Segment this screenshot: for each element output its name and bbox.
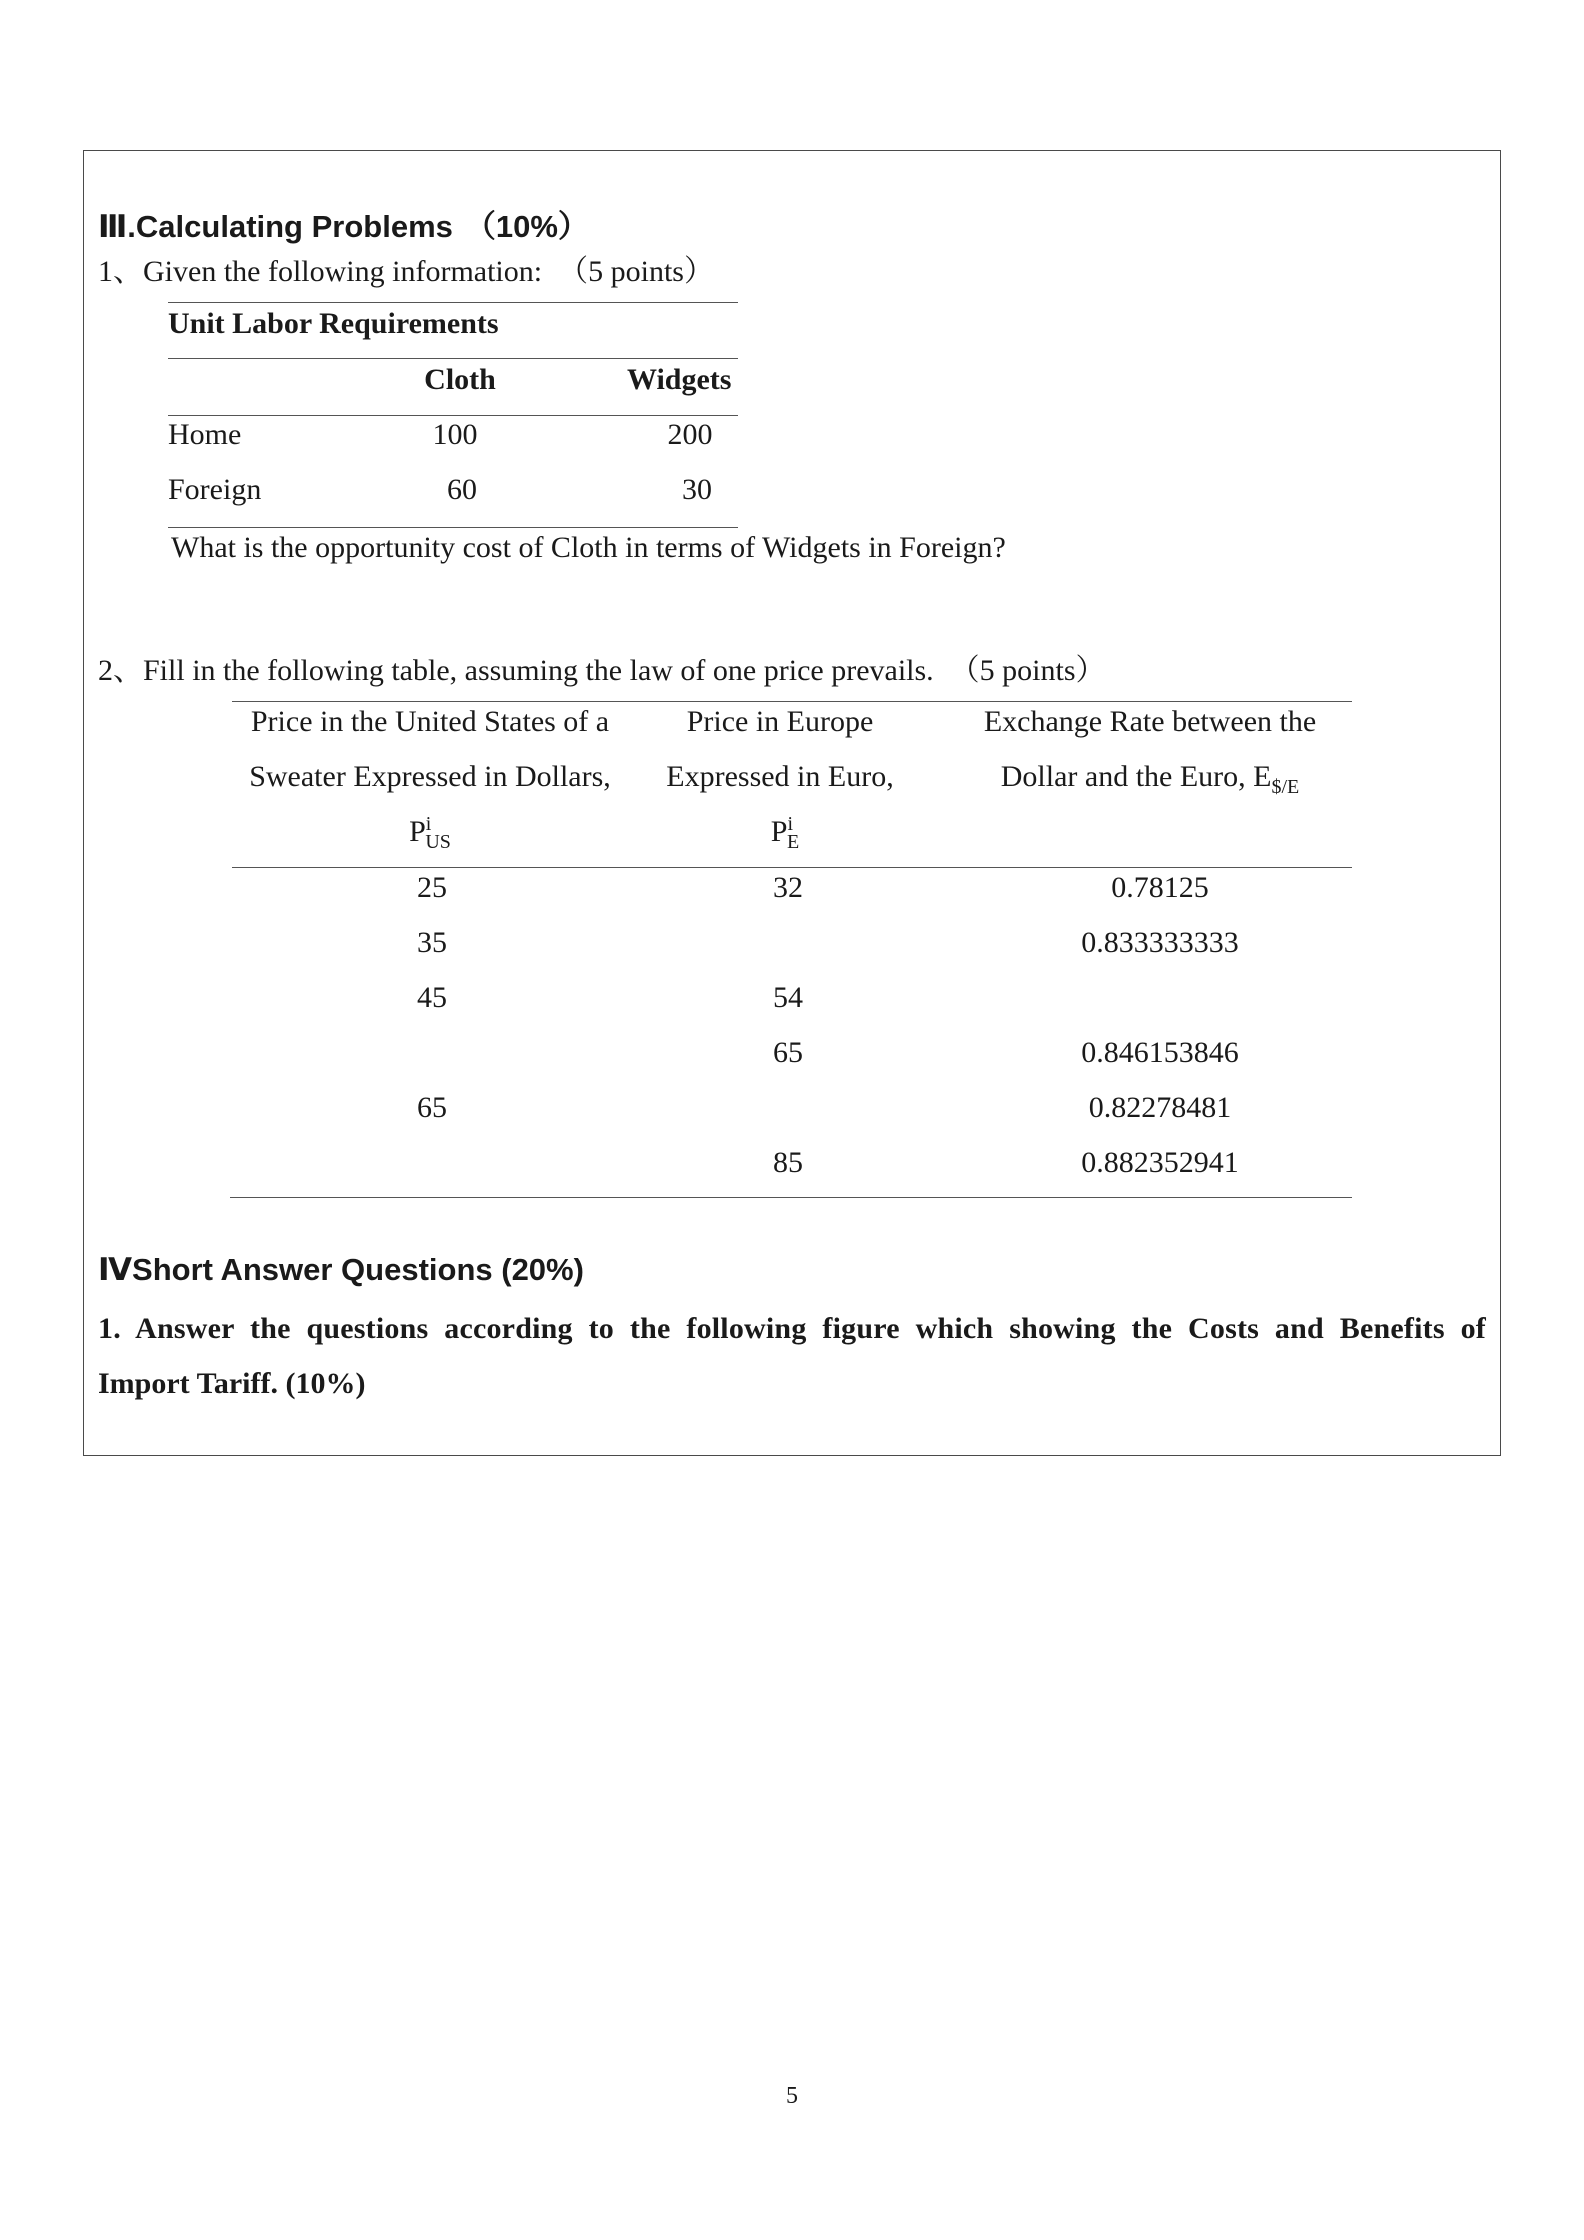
q1-prompt	[98, 246, 714, 290]
q2-prompt	[98, 645, 1106, 689]
q1-table-rule-title	[168, 358, 738, 359]
q2-col2-line2: Expressed in Euro,	[666, 760, 894, 793]
q2-col1-symbol	[375, 813, 485, 854]
q2-row2-rate: 0.833333333	[1081, 926, 1239, 959]
q1-col-widgets: Widgets	[627, 363, 732, 396]
q2-col1-sym: P	[409, 815, 426, 848]
q2-row4-rate: 0.846153846	[1081, 1036, 1239, 1069]
q2-col1-line1: Price in the United States of a	[250, 705, 610, 738]
q2-row3-eu: 54	[773, 981, 803, 1014]
q2-row6-eu: 85	[773, 1146, 803, 1179]
section3-heading-points: （10%）	[464, 209, 589, 244]
q2-col2-symbol	[735, 813, 835, 854]
q2-col2-sym: P	[770, 815, 788, 848]
section4-q1-line1: 1. Answer the questions according to the following figure which showing the Costs and Benefits of	[98, 1312, 1486, 1345]
q1-table-title: Unit Labor Requirements	[168, 307, 499, 340]
q1-points: （5 points）	[558, 255, 714, 288]
q2-row6-rate: 0.882352941	[1081, 1146, 1239, 1179]
q2-col1-sup: i	[425, 813, 432, 835]
q2-row1-eu: 32	[773, 871, 803, 904]
q2-row3-us: 45	[417, 981, 447, 1014]
q2-row1-rate: 0.78125	[1111, 871, 1209, 904]
q2-row1-us: 25	[417, 871, 447, 904]
section4-heading: ⅣShort Answer Questions (20%)	[98, 1252, 584, 1287]
q2-col3-sub: $/E	[1271, 776, 1300, 798]
q1-row-home-label: Home	[168, 418, 242, 451]
q2-col1-line2: Sweater Expressed in Dollars,	[249, 760, 611, 793]
section3-heading-text: Ⅲ.Calculating Problems	[98, 209, 453, 244]
q2-col3-line2	[950, 760, 1350, 799]
section4-q1-line2: Import Tariff. (10%)	[98, 1367, 366, 1400]
q2-col1-sub: US	[425, 831, 451, 853]
q2-table-rule-header	[232, 867, 1352, 868]
q1-col-cloth: Cloth	[424, 363, 496, 396]
q2-row5-us: 65	[417, 1091, 447, 1124]
q1-table-rule-header	[168, 415, 738, 416]
q1-table-rule-bottom	[168, 527, 738, 528]
q2-row2-us: 35	[417, 926, 447, 959]
q2-col2-line1: Price in Europe	[686, 705, 874, 738]
q2-prompt-text: 2、Fill in the following table, assuming the law of one price prevails.	[98, 654, 934, 687]
q1-row-foreign-cloth: 60	[447, 473, 477, 506]
q1-row-home-widgets: 200	[667, 418, 713, 451]
q1-prompt-text: 1、Given the following information:	[98, 255, 543, 288]
q1-table-rule-top	[168, 302, 738, 303]
section3-heading	[98, 201, 589, 246]
q2-col3-line1: Exchange Rate between the	[983, 705, 1317, 738]
page-number: 5	[786, 2083, 798, 2109]
q2-row5-rate: 0.82278481	[1088, 1091, 1232, 1124]
q1-row-foreign-widgets: 30	[682, 473, 712, 506]
q2-table-rule-bottom	[230, 1197, 1352, 1198]
q2-col3-line2-text: Dollar and the Euro, E	[1000, 760, 1272, 793]
q2-row4-eu: 65	[773, 1036, 803, 1069]
q1-question: What is the opportunity cost of Cloth in terms of Widgets in Foreign?	[171, 531, 1006, 564]
q2-points: （5 points）	[949, 654, 1106, 687]
q2-table-rule-top	[232, 701, 1352, 702]
q1-row-foreign-label: Foreign	[168, 473, 262, 506]
q1-row-home-cloth: 100	[432, 418, 478, 451]
q2-col2-sub: E	[787, 831, 800, 853]
q2-col2-sup: i	[787, 813, 794, 835]
